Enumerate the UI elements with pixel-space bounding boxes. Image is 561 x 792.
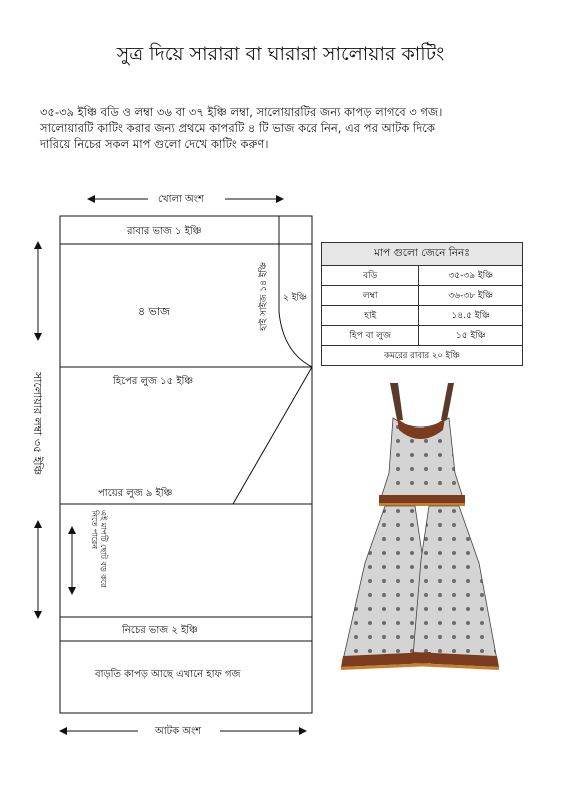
table-header-row xyxy=(322,243,523,266)
measurement-table xyxy=(321,242,523,366)
two-inch-label: ২ ইঞ্চি xyxy=(283,293,307,303)
garment-illustration xyxy=(335,378,505,678)
hip-rise-label: হাই সাইজ ১৪ ইঞ্চি xyxy=(259,262,269,331)
table-row xyxy=(322,326,523,346)
row-label: হাই xyxy=(322,306,419,326)
row-label: হিপ বা লুজ xyxy=(322,326,419,346)
crotch-curve xyxy=(279,312,312,367)
bottom-fold-label: নিচের ভাজ ২ ইঞ্চি xyxy=(122,625,198,636)
row-value: ১৪.৫ ইঞ্চি xyxy=(419,306,523,326)
table-row xyxy=(322,306,523,326)
intro-line-2: সালোয়ারটি কাটিং করার জন্য প্রথমে কাপরটি ৪ টি ভাজ করে নিন, এর পর আটক দিকে xyxy=(40,121,435,135)
leg-taper-line xyxy=(233,367,312,504)
rubber-fold-label: রাবার ভাজ ১ ইঞ্চি xyxy=(127,226,202,237)
open-side-label: খোলা অংশ xyxy=(158,194,204,205)
row-value: ৩৫-৩৯ ইঞ্চি xyxy=(419,266,523,286)
row-value: ১৫ ইঞ্চি xyxy=(419,326,523,346)
leg-loose-label: পায়ের লুজ ৯ ইঞ্চি xyxy=(98,488,173,499)
row-label: লম্বা xyxy=(322,286,419,306)
page-title: সুত্র দিয়ে সারারা বা ঘারারা সালোয়ার কাটিং xyxy=(116,43,445,65)
table-row xyxy=(322,286,523,306)
row-label: বডি xyxy=(322,266,419,286)
intro-line-1: ৩৫-৩৯ ইঞ্চি বডি ও লম্বা ৩৬ বা ৩৭ ইঞ্চি লম্বা, সালোয়ারটির জন্য কাপড় লাগবে ৩ গজ। xyxy=(40,105,443,119)
table-row xyxy=(322,266,523,286)
table-footer: কমরের রাবার ২০ ইঞ্চি xyxy=(322,346,523,366)
table-header: মাপ গুলো জেনে নিনঃ xyxy=(322,243,523,266)
row-value: ৩৬-৩৮ ইঞ্চি xyxy=(419,286,523,306)
hip-loose-label: হিপের লুজ ১৫ ইঞ্চি xyxy=(113,376,194,387)
length-side-label: সালোয়ার লম্বা ৩৫ ইঞ্চি xyxy=(31,372,44,476)
table-footer-row xyxy=(322,346,523,366)
panel-note-label: এই মাপটি ছোট বড় করে নিতে পারেন xyxy=(90,510,108,588)
four-fold-label: ৪ ভাজ xyxy=(138,305,170,318)
extra-fabric-label: বাড়তি কাপড় আছে এখানে হাফ গজ xyxy=(95,669,241,680)
fold-side-label: আটক অংশ xyxy=(155,726,202,737)
intro-line-3: দারিয়ে নিচের সকল মাপ গুলো দেখে কাটিং করুণ। xyxy=(40,137,269,151)
